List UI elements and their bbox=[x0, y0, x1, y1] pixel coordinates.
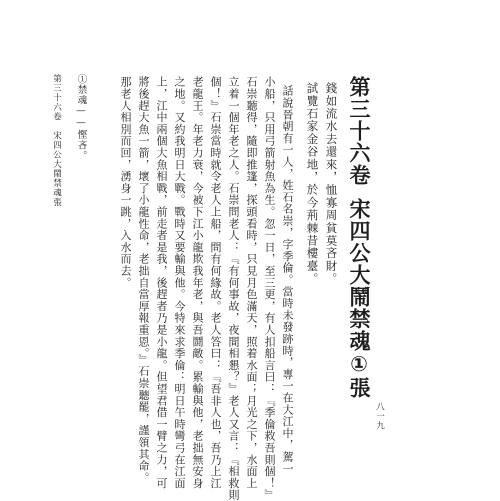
chapter-heading bbox=[348, 76, 369, 399]
poem-line-2: 試覽石家金谷地，於今荊棘昔樓臺。 bbox=[305, 82, 320, 286]
footnote-text: 禁魂——慳吝。 bbox=[75, 84, 87, 161]
body-line: 小船，只用弓箭射魚為生。忽一日，至三更，有人扣船言曰：『季倫救吾則個！』 bbox=[263, 76, 276, 501]
footnote bbox=[76, 74, 86, 161]
body-line: 將後趕大魚一箭，壞了小龍性命，老拙自當厚報重恩。』石崇聽罷，謹領其命。 bbox=[137, 76, 150, 484]
body-line: 之地。又約我明日大戰。戰時又要輸與他。今特來求季倫：明日午時彎弓在江面 bbox=[173, 76, 186, 489]
body-line: 個！』石崇當時就令老人上船，問有何緣故。老人答曰：『吾非人也，吾乃上江 bbox=[209, 76, 222, 489]
chapter-title: 宋四公大鬧禁魂①張 bbox=[347, 198, 371, 399]
body-line: 上，江中兩個大魚相戰，前走者是我，後趕者乃是小龍。但望君借一臂之力，可 bbox=[155, 76, 168, 489]
footnote-marker: ① bbox=[75, 74, 87, 85]
body-line: 話說晉朝有一人，姓石名崇，字季倫。當時未發跡時，專一在大江中，駕一 bbox=[281, 85, 294, 475]
body-line: 那老人相別而回，湧身一跳，入水而去。 bbox=[119, 76, 132, 289]
poem-line-1: 錢如流水去還來，恤寡周貧莫吝財。 bbox=[324, 82, 339, 286]
running-header: 第三十六卷 宋四公大鬧禁魂張 bbox=[51, 74, 62, 207]
page-number: 八一九 bbox=[374, 402, 385, 431]
body-line: 立着一個年老之人。石崇問老人：『有何事故，夜間相懇？』老人又言：『相救則 bbox=[227, 76, 240, 501]
chapter-number: 第三十六卷 bbox=[347, 76, 371, 186]
body-line: 石崇聽得，隨即推篷，探頭看時，只見月色滿天，照着水面；月光之下，水面上 bbox=[245, 76, 258, 489]
body-line: 老龍王。年老力衰，今被下江小龍欺我年老，與吾鬪敵。累輸與他，老拙無安身 bbox=[191, 76, 204, 489]
